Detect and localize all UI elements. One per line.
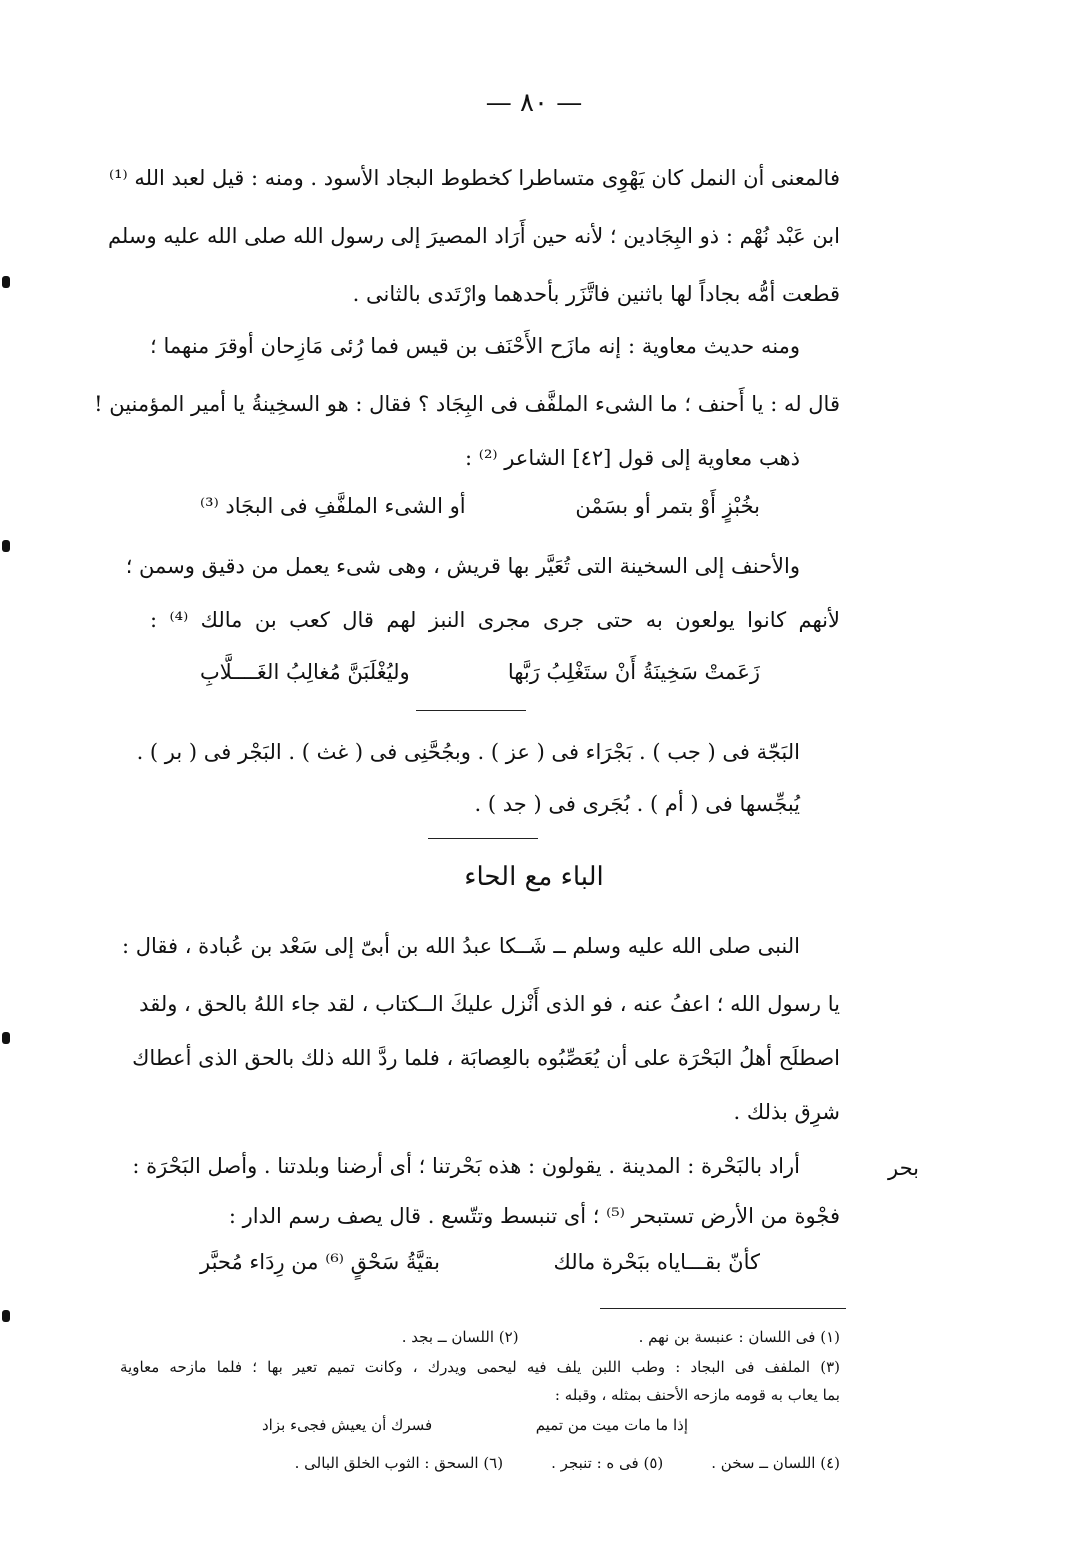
verse-line (200, 1246, 760, 1278)
verse-hemistich-right: كأنّ بقـــاياه ببَحْرة مالك (553, 1250, 760, 1274)
scan-margin-mark (2, 1032, 10, 1044)
text-line: فجْوة من الأرض تستبحر ⁽⁵⁾ ؛ أى تنبسط وتتّسع . قال يصف رسم الدار : (228, 1204, 840, 1228)
verse-hemistich-left: وليُغْلَبَنَّ مُغالِبُ الغَــــلَّابِ (200, 660, 410, 684)
text-line: يا رسول الله ؛ اعفُ عنه ، فو الذى أَنْزل عليكَ الــكتاب ، لقد جاء اللهُ بالحق ، ولقد (139, 992, 840, 1016)
separator-rule (416, 710, 526, 711)
text-line: شرِق بذلك . (733, 1100, 840, 1124)
text-line: قطعت أمُّه بجاداً لها باثنين فاتَّزَر بأحدهما وارْتَدى بالثانى . (352, 282, 840, 306)
verse-line (200, 656, 760, 688)
footnote-3: (٣) الملفف فى البجاد : وطب اللبن يلف فيه ليحمى ويدرك ، وكانت تميم تعير بها ؛ فلما مازحه معاوية (120, 1358, 841, 1376)
text-line: والأحنف إلى السخينة التى تُعَيَّر بها قريش ، وهى شىء يعمل من دقيق وسمن ؛ (125, 554, 800, 578)
separator-rule (428, 838, 538, 839)
verse-hemistich-right: زَعَمتْ سَخِينَةُ أَنْ ستَغْلِبُ رَبَّها (507, 660, 760, 684)
page-number: — ٨٠ — (485, 88, 583, 118)
verse-hemistich-left: بقيَّةُ سَحْقٍ ⁽⁶⁾ من رِدَاء مُحبَّر (200, 1250, 441, 1274)
section-heading: الباء مع الحاء (464, 862, 604, 892)
footnote-4: (٤) اللسان ــ سخن . (711, 1454, 840, 1472)
cross-reference-line: يُبجِّسها فى ( أم ) . بُجَرى فى ( جد ) . (474, 792, 800, 816)
text-line: لأنهم كانوا يولعون به حتى جرى مجرى النبز لهم قال كعب بن مالك ⁽⁴⁾ : (150, 608, 840, 632)
footnote-verse-right: إذا ما مات ميت من تميم (535, 1416, 688, 1434)
text-line: اصطلَح أهلُ البَحْرَة على أن يُعَصِّبُوه بالعِصابَة ، فلما ردَّ الله ذلك بالحق الذى أعطاك (132, 1046, 840, 1070)
footnote-3-continued: بما يعاب به قومه مازحه الأحنف بمثله ، وقبله : (554, 1386, 840, 1404)
margin-keyword: بحر (888, 1156, 919, 1180)
verse-line (200, 490, 760, 522)
cross-reference-line: البَجّة فى ( جب ) . بَجْرَاء فى ( عز ) . وبجُحَّنِى فى ( غث ) . البَجْر فى ( بر ) . (136, 740, 800, 764)
text-line: ذهب معاوية إلى قول [٤٢] الشاعر ⁽²⁾ : (465, 446, 800, 470)
text-line: قال له : يا أَحنف ؛ ما الشىء الملفَّف فى البِجَاد ؟ فقال : هو السخِينةُ يا أمير المؤمنين ! (94, 392, 840, 416)
footnote-verse-left: فسرك أن يعيش فجىء بزاد (262, 1416, 433, 1434)
text-line: أراد بالبَحْرة : المدينة . يقولون : هذه بَحْرتنا ؛ أى أرضنا وبلدتنا . وأصل البَحْرَة : (132, 1154, 800, 1178)
verse-hemistich-right: بخُبْزٍ أَوْ بتمر أو بسَمْن (575, 494, 760, 518)
text-line: فالمعنى أن النمل كان يَهْوِى متساطرا كخطوط البجاد الأسود . ومنه : قيل لعبد الله ⁽¹⁾ (108, 166, 840, 190)
scan-margin-mark (2, 1310, 10, 1322)
text-line: ومنه حديث معاوية : إنه مازَح الأَحْنَف بن قيس فما رُئى مَازِحان أوقرَ منهما ؛ (150, 334, 800, 358)
footnote-verse (262, 1414, 688, 1436)
scan-margin-mark (2, 540, 10, 552)
text-line: ابن عَبْد نُهْم : ذو البِجَادين ؛ لأنه حين أَرَاد المصيرَ إلى رسول الله صلى الله عليه وسلم (107, 224, 840, 248)
footnote-row (150, 1326, 840, 1348)
footnote-6: (٦) السحق : الثوب الخلق البالى . (294, 1454, 504, 1472)
footnote-separator (600, 1308, 846, 1309)
footnote-1: (١) فى اللسان : عنبسة بن نهم . (638, 1328, 840, 1346)
verse-hemistich-left: أو الشىء الملفَّفِ فى البجَاد ⁽³⁾ (200, 494, 466, 518)
footnote-5: (٥) فى ه : تنبجر . (551, 1454, 664, 1472)
text-line: النبى صلى الله عليه وسلم ــ شَــكا عبدُ الله بن أبىّ إلى سَعْد بن عُبادة ، فقال : (121, 934, 800, 958)
footnote-2: (٢) اللسان ــ بجد . (401, 1328, 519, 1346)
scan-margin-mark (2, 276, 10, 288)
footnote-row (150, 1452, 840, 1474)
